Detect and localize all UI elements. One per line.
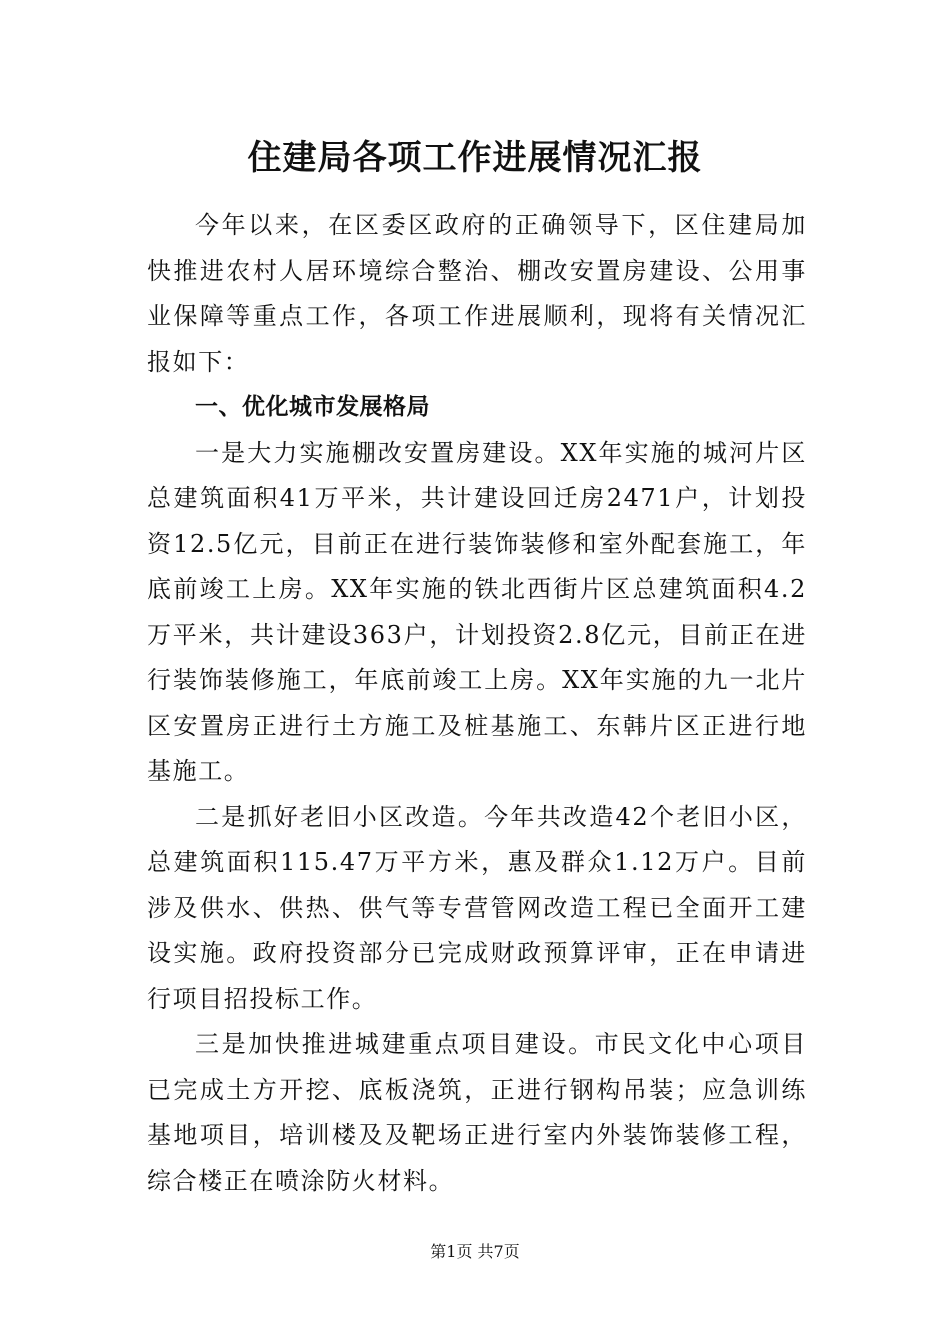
document-title: 住建局各项工作进展情况汇报 [247,138,703,178]
paragraph-key-projects: 三是加快推进城建重点项目建设。市民文化中心项目已完成土方开挖、底板浇筑，正进行钢构吊装；应急训练基地项目，培训楼及及靶场正进行室内外装饰装修工程，综合楼正在喷涂防火材料。 [147,1030,807,1195]
paragraph-housing: 一是大力实施棚改安置房建设。XX年实施的城河片区总建筑面积41万平米，共计建设回迁房2471户，计划投资12.5亿元，目前正在进行装饰装修和室外配套施工，年底前竣工上房。XX年实施的铁北西街片区总建筑面积4.2万平米，共计建设363户，计划投资2.8亿元，目前正在进行装饰装修施工，年底前竣工上房。XX年实施的九一北片区安置房正进行土方施工及桩基施工、东韩片区正进行地基施工。 [147,438,807,785]
page-number-footer: 第1页 共7页 [430,1242,520,1261]
intro-paragraph: 今年以来，在区委区政府的正确领导下，区住建局加快推进农村人居环境综合整治、棚改安置房建设、公用事业保障等重点工作，各项工作进展顺利，现将有关情况汇报如下： [147,211,807,376]
document-body [147,203,807,1204]
section-heading: 一、优化城市发展格局 [195,394,430,420]
paragraph-old-community: 二是抓好老旧小区改造。今年共改造42个老旧小区，总建筑面积115.47万平方米，惠及群众1.12万户。目前涉及供水、供热、供气等专营管网改造工程已全面开工建设实施。政府投资部分已完成财政预算评审，正在申请进行项目招投标工作。 [147,802,807,1013]
